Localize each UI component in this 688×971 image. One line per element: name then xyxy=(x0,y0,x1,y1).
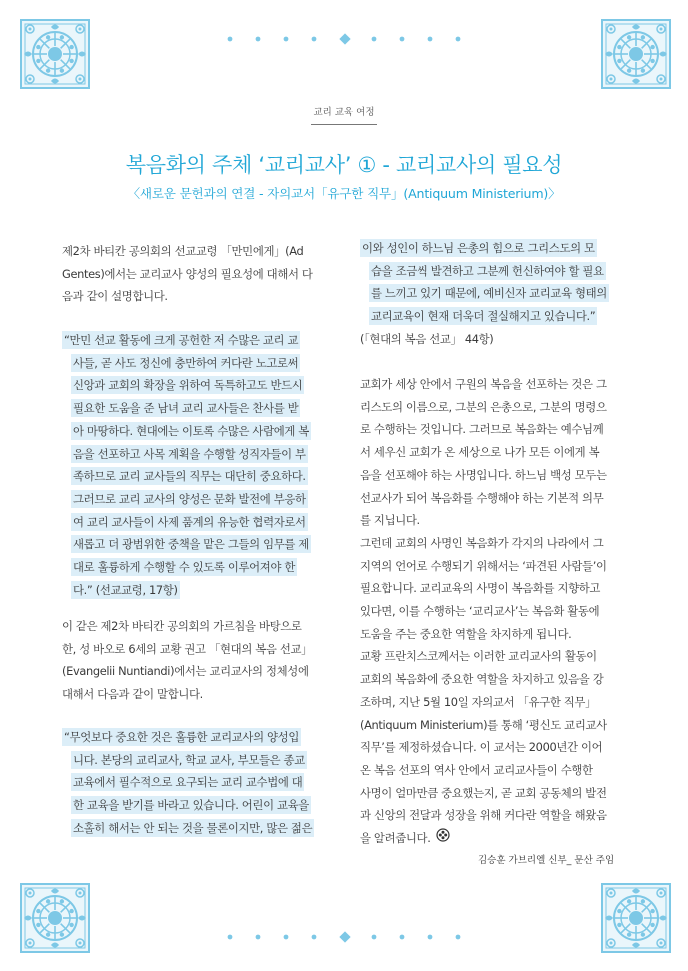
text-line: 있다면, 이를 수행하는 ‘교리교사’는 복음화 활동에 xyxy=(360,604,600,619)
highlighted-text: 소홀히 해서는 안 되는 것을 물론이지만, 많은 젊은 xyxy=(73,820,313,835)
text-line: 직무’를 제정하셨습니다. 이 교서는 2000년간 이어 xyxy=(360,740,603,755)
text-line xyxy=(62,465,335,488)
text-line: 그런데 교회의 사명인 복음화가 각지의 나라에서 그 xyxy=(360,535,604,550)
text-line: 사명이 얼마만큼 중요했는지, 곧 교회 공동체의 발전 xyxy=(360,785,607,800)
text-line xyxy=(360,305,628,328)
ornamental-tile-icon xyxy=(601,19,671,89)
end-mark-icon xyxy=(436,827,450,850)
text-line: 대해서 다음과 같이 말합니다. xyxy=(62,687,203,702)
text-line xyxy=(62,352,335,375)
text-line: 서 세우신 교회가 온 세상으로 나가 모든 이에게 복 xyxy=(360,445,600,460)
text-line xyxy=(360,237,628,260)
text-line: 제2차 바티칸 공의회의 선교교령 「만민에게」(Ad xyxy=(62,244,304,258)
dots-icon xyxy=(0,33,688,45)
highlighted-text: 교육에서 필수적으로 요구되는 교리 교수법에 대 xyxy=(73,775,303,790)
dots-icon xyxy=(0,931,688,943)
series-label: 교리 교육 여정 xyxy=(313,107,375,118)
text-line: 로 수행하는 것입니다. 그러므로 복음화는 예수님께 xyxy=(360,422,604,437)
text-line: 교회가 세상 안에서 구원의 복음을 선포하는 것은 그 xyxy=(360,377,607,391)
author-byline: 김승훈 가브리엘 신부_ 문산 주임 xyxy=(478,855,615,866)
text-line: 지역의 언어로 수행되기 위해서는 ‘파견된 사람들’이 xyxy=(360,558,607,573)
text-line: 조하며, 지난 5월 10일 자의교서 「유구한 직무」 xyxy=(360,694,597,709)
text-line: 온 복음 선포의 역사 안에서 교리교사들이 수행한 xyxy=(360,762,593,777)
text-line: 과 신앙의 전달과 성장을 위해 커다란 역할을 해왔음 xyxy=(360,808,607,823)
text-line: Gentes)에서는 교리교사 양성의 필요성에 대해서 다 xyxy=(62,266,313,281)
corner-ornament-top-left xyxy=(20,19,90,89)
dot-divider-top xyxy=(0,33,688,45)
quote-evangelii-continued xyxy=(360,237,628,351)
text-line xyxy=(62,749,335,772)
highlighted-text: 습을 조금씩 발견하고 그분께 헌신하여야 할 필요 xyxy=(371,263,604,278)
text-line xyxy=(360,282,628,305)
highlighted-text: 족하므로 교리 교사들의 직무는 대단히 중요하다. xyxy=(73,469,306,484)
text-line: 한, 성 바오로 6세의 교황 권고 「현대의 복음 선교」 xyxy=(62,641,313,656)
quote-citation: (「현대의 복음 선교」 44항) xyxy=(360,331,494,346)
text-line xyxy=(62,726,335,749)
highlighted-text: “만민 선교 활동에 크게 공헌한 저 수많은 교리 교 xyxy=(64,333,299,347)
corner-ornament-top-right xyxy=(601,19,671,89)
text-line: 선교사가 되어 복음화를 수행해야 하는 기본적 의무 xyxy=(360,490,604,505)
text-line: 도움을 주는 중요한 역할을 차지하게 됩니다. xyxy=(360,626,572,641)
text-line: 을 알려줍니다. xyxy=(360,827,628,850)
highlighted-text: 아 마땅하다. 현대에는 이토록 수많은 사람에게 복 xyxy=(73,423,309,438)
text-line xyxy=(62,443,335,466)
highlighted-text: 필요한 도움을 준 남녀 교리 교사들은 찬사를 받 xyxy=(73,401,299,416)
text-line xyxy=(62,579,335,602)
text-line xyxy=(62,794,335,817)
text-line xyxy=(62,420,335,443)
text-line: 음과 같이 설명합니다. xyxy=(62,289,168,304)
text-line xyxy=(62,488,335,511)
text-line: 이 같은 제2차 바티칸 공의회의 가르침을 바탕으로 xyxy=(62,619,302,633)
text-line xyxy=(62,533,335,556)
highlighted-text: 이와 성인이 하느님 은총의 힘으로 그리스도의 모 xyxy=(362,241,595,255)
highlighted-text: 를 느끼고 있기 때문에, 예비신자 교리교육 형태의 xyxy=(371,286,607,301)
highlighted-text: 그러므로 교리 교사의 양성은 문화 발전에 부응하 xyxy=(73,491,306,506)
series-underline xyxy=(311,124,377,125)
highlighted-text: “무엇보다 중요한 것은 훌륭한 교리교사의 양성입 xyxy=(64,730,299,744)
highlighted-text: 다.” (선교교령, 17항) xyxy=(73,582,178,597)
text-line xyxy=(62,374,335,397)
text-line: 필요합니다. 교리교육의 사명이 복음화를 지향하고 xyxy=(360,581,601,596)
highlighted-text: 니다. 본당의 교리교사, 학교 교사, 부모들은 종교 xyxy=(73,752,305,767)
text-line xyxy=(62,511,335,534)
text-line xyxy=(62,771,335,794)
text-line: 를 지닙니다. xyxy=(360,513,420,528)
highlighted-text: 사들, 곧 사도 정신에 충만하여 커다란 노고로써 xyxy=(73,355,299,370)
ornamental-tile-icon xyxy=(20,19,90,89)
text-line: 교회의 복음화에 중요한 역할을 차지하고 있음을 강 xyxy=(360,672,604,687)
highlighted-text: 대로 훌륭하게 수행할 수 있도록 이루어져야 한 xyxy=(73,560,296,575)
highlighted-text: 여 교리 교사들이 사제 품계의 유능한 협력자로서 xyxy=(73,514,306,529)
intro-paragraph xyxy=(62,240,335,308)
highlighted-text: 신앙과 교회의 확장을 위하여 독특하고도 반드시 xyxy=(73,378,303,393)
text-line xyxy=(360,260,628,283)
text-line xyxy=(62,397,335,420)
highlighted-text: 한 교육을 받기를 바라고 있습니다. 어린이 교육을 xyxy=(73,798,309,813)
text-line: 교황 프란치스코께서는 이러한 교리교사의 활동이 xyxy=(360,649,597,664)
dot-divider-bottom xyxy=(0,931,688,943)
text-line xyxy=(62,329,335,352)
article-subtitle: 〈새로운 문헌과의 연결 - 자의교서「유구한 직무」(Antiquum Ministerium)〉 xyxy=(127,186,561,201)
text-line: (Antiquum Ministerium)를 통해 ‘평신도 교리교사 xyxy=(360,717,607,732)
body-paragraphs xyxy=(360,373,628,850)
article-title: 복음화의 주체 ‘교리교사’ ① - 교리교사의 필요성 xyxy=(125,153,563,177)
text-line: (Evangelii Nuntiandi)에서는 교리교사의 정체성에 xyxy=(62,664,309,679)
text-line xyxy=(62,556,335,579)
text-line xyxy=(62,817,335,840)
highlighted-text: 교리교육이 현재 더욱더 절실해지고 있습니다.” xyxy=(371,309,596,324)
quote-evangelii-nuntiandi xyxy=(62,726,335,840)
highlighted-text: 새롭고 더 광범위한 중책을 맡은 그들의 임무를 제 xyxy=(73,537,309,552)
quote-ad-gentes xyxy=(62,329,335,601)
highlighted-text: 음을 선포하고 사목 계획을 수행할 성직자들이 부 xyxy=(73,446,306,461)
evangelii-intro-paragraph xyxy=(62,615,335,706)
text-line: 리스도의 이름으로, 그분의 은총으로, 그분의 명령으 xyxy=(360,399,607,414)
text-line: 음을 선포해야 하는 사명입니다. 하느님 백성 모두는 xyxy=(360,467,607,482)
